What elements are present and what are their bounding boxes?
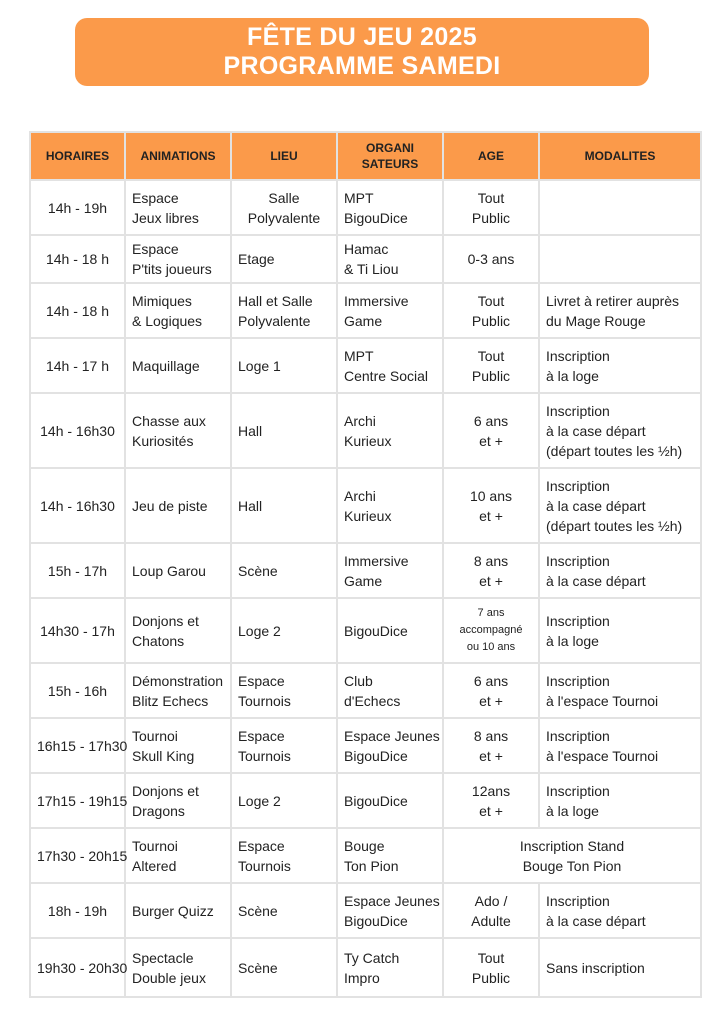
cell-animations-line: & Logiques	[132, 312, 203, 329]
cell-modalites-line: à l'espace Tournoi	[546, 692, 659, 709]
table-row	[30, 938, 701, 997]
cell-animations-line: Blitz Echecs	[132, 692, 209, 709]
cell-modalites	[539, 235, 701, 283]
cell-animations-line: Espace	[132, 189, 179, 206]
cell-lieu-line: Scène	[238, 959, 278, 976]
title-line-2: PROGRAMME SAMEDI	[223, 52, 501, 80]
cell-animations	[125, 235, 231, 283]
cell-horaires	[30, 543, 125, 598]
cell-lieu-line: Tournois	[238, 747, 291, 764]
cell-horaires	[30, 663, 125, 718]
cell-organisateurs-line: MPT	[344, 189, 374, 206]
cell-lieu-line: Hall	[238, 497, 263, 514]
cell-lieu-line: Tournois	[238, 692, 291, 709]
cell-modalites-line: Inscription	[546, 727, 610, 744]
cell-animations-line: Donjons et	[132, 782, 199, 799]
cell-animations-line: Espace	[132, 241, 179, 257]
cell-horaires-line: 15h - 17h	[47, 562, 108, 579]
cell-horaires-line: 14h - 18 h	[45, 302, 110, 319]
cell-lieu	[231, 663, 337, 718]
cell-age-line: Public	[471, 969, 511, 986]
cell-organisateurs-line: MPT	[344, 347, 374, 364]
cell-horaires	[30, 393, 125, 468]
cell-organisateurs	[337, 283, 443, 338]
cell-age	[443, 598, 539, 663]
cell-modalites	[539, 718, 701, 773]
cell-animations-line: Burger Quizz	[132, 902, 214, 919]
cell-age-line: 8 ans	[473, 727, 509, 744]
cell-age	[443, 773, 539, 828]
cell-organisateurs-line: BigouDice	[344, 209, 408, 226]
cell-age-modalites-line: Bouge Ton Pion	[522, 857, 622, 874]
cell-horaires	[30, 938, 128, 997]
cell-animations-line: Tournoi	[132, 727, 178, 744]
table-row	[30, 468, 701, 543]
cell-lieu	[231, 283, 337, 338]
cell-animations-line: Tournoi	[132, 837, 178, 854]
cell-organisateurs-line: Espace Jeunes	[344, 892, 440, 909]
cell-organisateurs-line: Bouge	[344, 837, 385, 854]
cell-organisateurs	[337, 828, 443, 883]
cell-modalites-line: à l'espace Tournoi	[546, 747, 659, 764]
cell-age	[443, 235, 539, 283]
cell-lieu-line: Tournois	[238, 857, 291, 874]
cell-modalites-line: Inscription	[546, 552, 610, 569]
cell-horaires	[30, 598, 125, 663]
cell-horaires	[30, 338, 125, 393]
cell-modalites	[539, 543, 701, 598]
cell-horaires	[30, 180, 125, 235]
cell-horaires	[30, 468, 125, 543]
cell-modalites	[539, 338, 701, 393]
cell-age-line: et +	[479, 802, 503, 819]
cell-animations	[125, 180, 231, 235]
table-row	[30, 235, 701, 283]
cell-organisateurs	[337, 468, 443, 543]
cell-animations-line: Double jeux	[132, 969, 206, 986]
cell-horaires	[30, 235, 125, 283]
cell-organisateurs	[337, 543, 443, 598]
cell-organisateurs	[337, 180, 443, 235]
cell-animations	[125, 938, 231, 997]
cell-lieu-line: Scène	[238, 902, 278, 919]
table-row	[30, 828, 701, 883]
cell-age-line: ou 10 ans	[466, 641, 516, 653]
header-text-line: MODALITES	[584, 149, 656, 163]
header-age	[443, 132, 539, 180]
cell-organisateurs	[337, 663, 443, 718]
cell-modalites-line: du Mage Rouge	[546, 312, 646, 329]
cell-age-line: 6 ans	[473, 672, 509, 689]
cell-modalites	[539, 773, 701, 828]
cell-organisateurs-line: BigouDice	[344, 622, 408, 639]
header-text-line: HORAIRES	[45, 149, 110, 163]
cell-organisateurs-line: Ton Pion	[344, 857, 399, 874]
cell-animations-line: Chatons	[132, 632, 185, 649]
cell-organisateurs	[337, 883, 443, 938]
cell-organisateurs-line: & Ti Liou	[344, 261, 399, 277]
cell-modalites	[539, 883, 701, 938]
cell-horaires-line: 19h30 - 20h30	[37, 959, 128, 976]
cell-animations-line: Loup Garou	[132, 562, 206, 579]
cell-age-line: 10 ans	[469, 487, 513, 504]
cell-modalites-line: à la loge	[546, 802, 599, 819]
header-horaires	[30, 132, 125, 180]
cell-horaires-line: 18h - 19h	[47, 902, 108, 919]
cell-modalites-line: Sans inscription	[546, 959, 645, 976]
cell-modalites-line: (départ toutes les ½h)	[546, 442, 683, 459]
cell-animations	[125, 773, 231, 828]
cell-modalites-line: Inscription	[546, 477, 610, 494]
cell-lieu	[231, 883, 337, 938]
cell-modalites	[539, 663, 701, 718]
table-row	[30, 338, 701, 393]
cell-age-line: 7 ans	[477, 607, 505, 619]
cell-lieu	[231, 338, 337, 393]
program-table	[29, 131, 702, 998]
cell-horaires	[30, 718, 128, 773]
cell-lieu-line: Scène	[238, 562, 278, 579]
cell-modalites-line: à la case départ	[546, 912, 646, 929]
cell-modalites-line: à la case départ	[546, 572, 646, 589]
cell-age-line: Public	[471, 209, 511, 226]
cell-age-line: Public	[471, 367, 511, 384]
cell-lieu	[231, 598, 337, 663]
cell-lieu	[231, 180, 337, 235]
table-row	[30, 663, 701, 718]
cell-organisateurs-line: Immersive	[344, 292, 409, 309]
cell-organisateurs-line: Archi	[344, 412, 376, 429]
cell-lieu	[231, 393, 337, 468]
cell-animations-line: P'tits joueurs	[132, 261, 212, 277]
cell-organisateurs	[337, 393, 443, 468]
cell-modalites-line: Inscription	[546, 612, 610, 629]
cell-organisateurs-line: Hamac	[344, 241, 389, 257]
cell-age-line: 0-3 ans	[467, 251, 515, 267]
table-row	[30, 393, 701, 468]
cell-age-line: Tout	[477, 347, 505, 364]
header-text-line: AGE	[477, 149, 504, 163]
header-text-line: LIEU	[270, 149, 298, 163]
cell-lieu-line: Hall et Salle	[238, 292, 313, 309]
cell-animations	[125, 468, 231, 543]
cell-animations	[125, 718, 231, 773]
cell-organisateurs-line: Impro	[344, 969, 380, 986]
cell-age-line: accompagné	[459, 624, 523, 636]
table-row	[30, 883, 701, 938]
cell-horaires	[30, 828, 128, 883]
cell-lieu	[231, 938, 337, 997]
cell-modalites-line: à la case départ	[546, 422, 646, 439]
cell-age	[443, 338, 539, 393]
cell-organisateurs-line: Centre Social	[344, 367, 429, 384]
title-banner	[75, 18, 649, 86]
cell-lieu	[231, 543, 337, 598]
cell-animations-line: Skull King	[132, 747, 195, 764]
cell-animations-line: Spectacle	[132, 949, 194, 966]
header-lieu	[231, 132, 337, 180]
cell-modalites-line: (départ toutes les ½h)	[546, 517, 683, 534]
cell-organisateurs-line: BigouDice	[344, 792, 408, 809]
header-organisateurs	[337, 132, 443, 180]
cell-age-line: Adulte	[471, 912, 511, 929]
cell-age-line: 8 ans	[473, 552, 509, 569]
cell-animations-line: Chasse aux	[132, 412, 206, 429]
cell-organisateurs-line: Kurieux	[344, 507, 392, 524]
cell-animations-line: Démonstration	[132, 672, 224, 689]
cell-age	[443, 543, 539, 598]
cell-horaires-line: 15h - 16h	[47, 682, 108, 699]
cell-modalites	[539, 180, 701, 235]
cell-organisateurs-line: Espace Jeunes	[344, 727, 440, 744]
cell-horaires	[30, 883, 125, 938]
cell-lieu	[231, 468, 337, 543]
cell-horaires-line: 17h15 - 19h15	[37, 792, 128, 809]
table-row	[30, 543, 701, 598]
cell-age-line: Public	[471, 312, 511, 329]
cell-lieu	[231, 773, 337, 828]
cell-age-line: et +	[479, 692, 503, 709]
cell-age-line: et +	[479, 432, 503, 449]
cell-animations	[125, 543, 231, 598]
cell-animations	[125, 883, 231, 938]
cell-organisateurs-line: Archi	[344, 487, 376, 504]
table-row	[30, 598, 701, 663]
cell-horaires-line: 14h30 - 17h	[40, 622, 115, 639]
cell-horaires-line: 14h - 16h30	[40, 422, 115, 439]
cell-modalites-line: à la loge	[546, 632, 599, 649]
cell-horaires	[30, 283, 125, 338]
cell-age-line: et +	[479, 507, 503, 524]
cell-age	[443, 180, 539, 235]
cell-lieu-line: Loge 2	[238, 622, 281, 639]
cell-lieu-line: Polyvalente	[247, 209, 321, 226]
cell-age-line: et +	[479, 747, 503, 764]
cell-lieu-line: Hall	[238, 422, 263, 439]
table-row	[30, 773, 701, 828]
cell-organisateurs-line: Immersive	[344, 552, 409, 569]
cell-animations-line: Donjons et	[132, 612, 199, 629]
cell-age	[443, 283, 539, 338]
cell-animations-line: Jeu de piste	[132, 497, 208, 514]
cell-lieu-line: Loge 1	[238, 357, 281, 374]
cell-modalites-line: Inscription	[546, 782, 610, 799]
cell-lieu-line: Etage	[238, 251, 275, 267]
cell-animations-line: Kuriosités	[132, 432, 194, 449]
cell-lieu-line: Espace	[238, 727, 285, 744]
cell-modalites-line: Inscription	[546, 402, 610, 419]
header-animations	[125, 132, 231, 180]
cell-animations-line: Altered	[132, 857, 177, 874]
header-text-line: SATEURS	[361, 157, 419, 171]
cell-animations	[125, 283, 231, 338]
cell-age	[443, 718, 539, 773]
cell-modalites-line: à la loge	[546, 367, 599, 384]
cell-animations	[125, 598, 231, 663]
cell-animations	[125, 393, 231, 468]
cell-lieu-line: Polyvalente	[238, 312, 311, 329]
cell-animations-line: Dragons	[132, 802, 185, 819]
cell-lieu	[231, 235, 337, 283]
cell-modalites	[539, 393, 701, 468]
cell-animations	[125, 828, 231, 883]
cell-age-line: Tout	[477, 949, 505, 966]
cell-age-line: Ado /	[474, 892, 508, 909]
cell-lieu-line: Loge 2	[238, 792, 281, 809]
cell-modalites-line: Inscription	[546, 892, 610, 909]
cell-modalites	[539, 938, 701, 997]
cell-organisateurs	[337, 938, 443, 997]
table-body	[30, 180, 701, 997]
cell-lieu	[231, 828, 337, 883]
cell-age-modalites-line: Inscription Stand	[519, 837, 625, 854]
header-modalites	[539, 132, 701, 180]
cell-age-line: et +	[479, 572, 503, 589]
cell-modalites	[539, 598, 701, 663]
cell-organisateurs-line: Ty Catch	[344, 949, 400, 966]
table-header-row	[30, 132, 701, 180]
cell-horaires-line: 14h - 16h30	[40, 497, 115, 514]
cell-organisateurs	[337, 718, 443, 773]
cell-age	[443, 663, 539, 718]
cell-organisateurs	[337, 773, 443, 828]
cell-modalites-line: à la case départ	[546, 497, 646, 514]
cell-age-line: 12ans	[471, 782, 511, 799]
table-row	[30, 283, 701, 338]
cell-organisateurs-line: BigouDice	[344, 747, 408, 764]
cell-horaires-line: 14h - 18 h	[45, 251, 110, 267]
cell-organisateurs-line: Game	[344, 572, 383, 589]
cell-age	[443, 393, 539, 468]
title-line-1: FÊTE DU JEU 2025	[247, 23, 477, 51]
cell-modalites-line: Inscription	[546, 347, 610, 364]
cell-age-line: Tout	[477, 292, 505, 309]
cell-animations-line: Jeux libres	[132, 209, 199, 226]
cell-modalites	[539, 283, 701, 338]
cell-horaires	[30, 773, 128, 828]
cell-age	[443, 938, 539, 997]
cell-horaires-line: 14h - 17 h	[45, 357, 110, 374]
cell-age-line: Tout	[477, 189, 505, 206]
cell-lieu-line: Salle	[268, 189, 300, 206]
header-text-line: ANIMATIONS	[140, 149, 216, 163]
cell-age-line: 6 ans	[473, 412, 509, 429]
cell-age	[443, 883, 539, 938]
cell-organisateurs	[337, 235, 443, 283]
cell-organisateurs	[337, 598, 443, 663]
cell-organisateurs-line: Game	[344, 312, 383, 329]
cell-animations	[125, 338, 231, 393]
cell-animations	[125, 663, 231, 718]
cell-lieu-line: Espace	[238, 837, 285, 854]
cell-horaires-line: 14h - 19h	[47, 199, 108, 216]
cell-age-modalites	[443, 828, 701, 883]
cell-horaires-line: 16h15 - 17h30	[37, 737, 128, 754]
cell-organisateurs	[337, 338, 443, 393]
cell-organisateurs-line: Kurieux	[344, 432, 392, 449]
cell-organisateurs-line: BigouDice	[344, 912, 408, 929]
cell-organisateurs-line: d'Echecs	[344, 692, 401, 709]
cell-animations-line: Mimiques	[132, 292, 192, 309]
cell-lieu	[231, 718, 337, 773]
header-text-line: ORGANI	[366, 141, 414, 155]
cell-modalites-line: Livret à retirer auprès	[546, 292, 680, 309]
cell-lieu-line: Espace	[238, 672, 285, 689]
table-row	[30, 718, 701, 773]
cell-age	[443, 468, 539, 543]
cell-modalites	[539, 468, 701, 543]
cell-modalites-line: Inscription	[546, 672, 610, 689]
cell-animations-line: Maquillage	[132, 357, 200, 374]
cell-horaires-line: 17h30 - 20h15	[37, 847, 128, 864]
cell-organisateurs-line: Club	[344, 672, 373, 689]
table-row	[30, 180, 701, 235]
